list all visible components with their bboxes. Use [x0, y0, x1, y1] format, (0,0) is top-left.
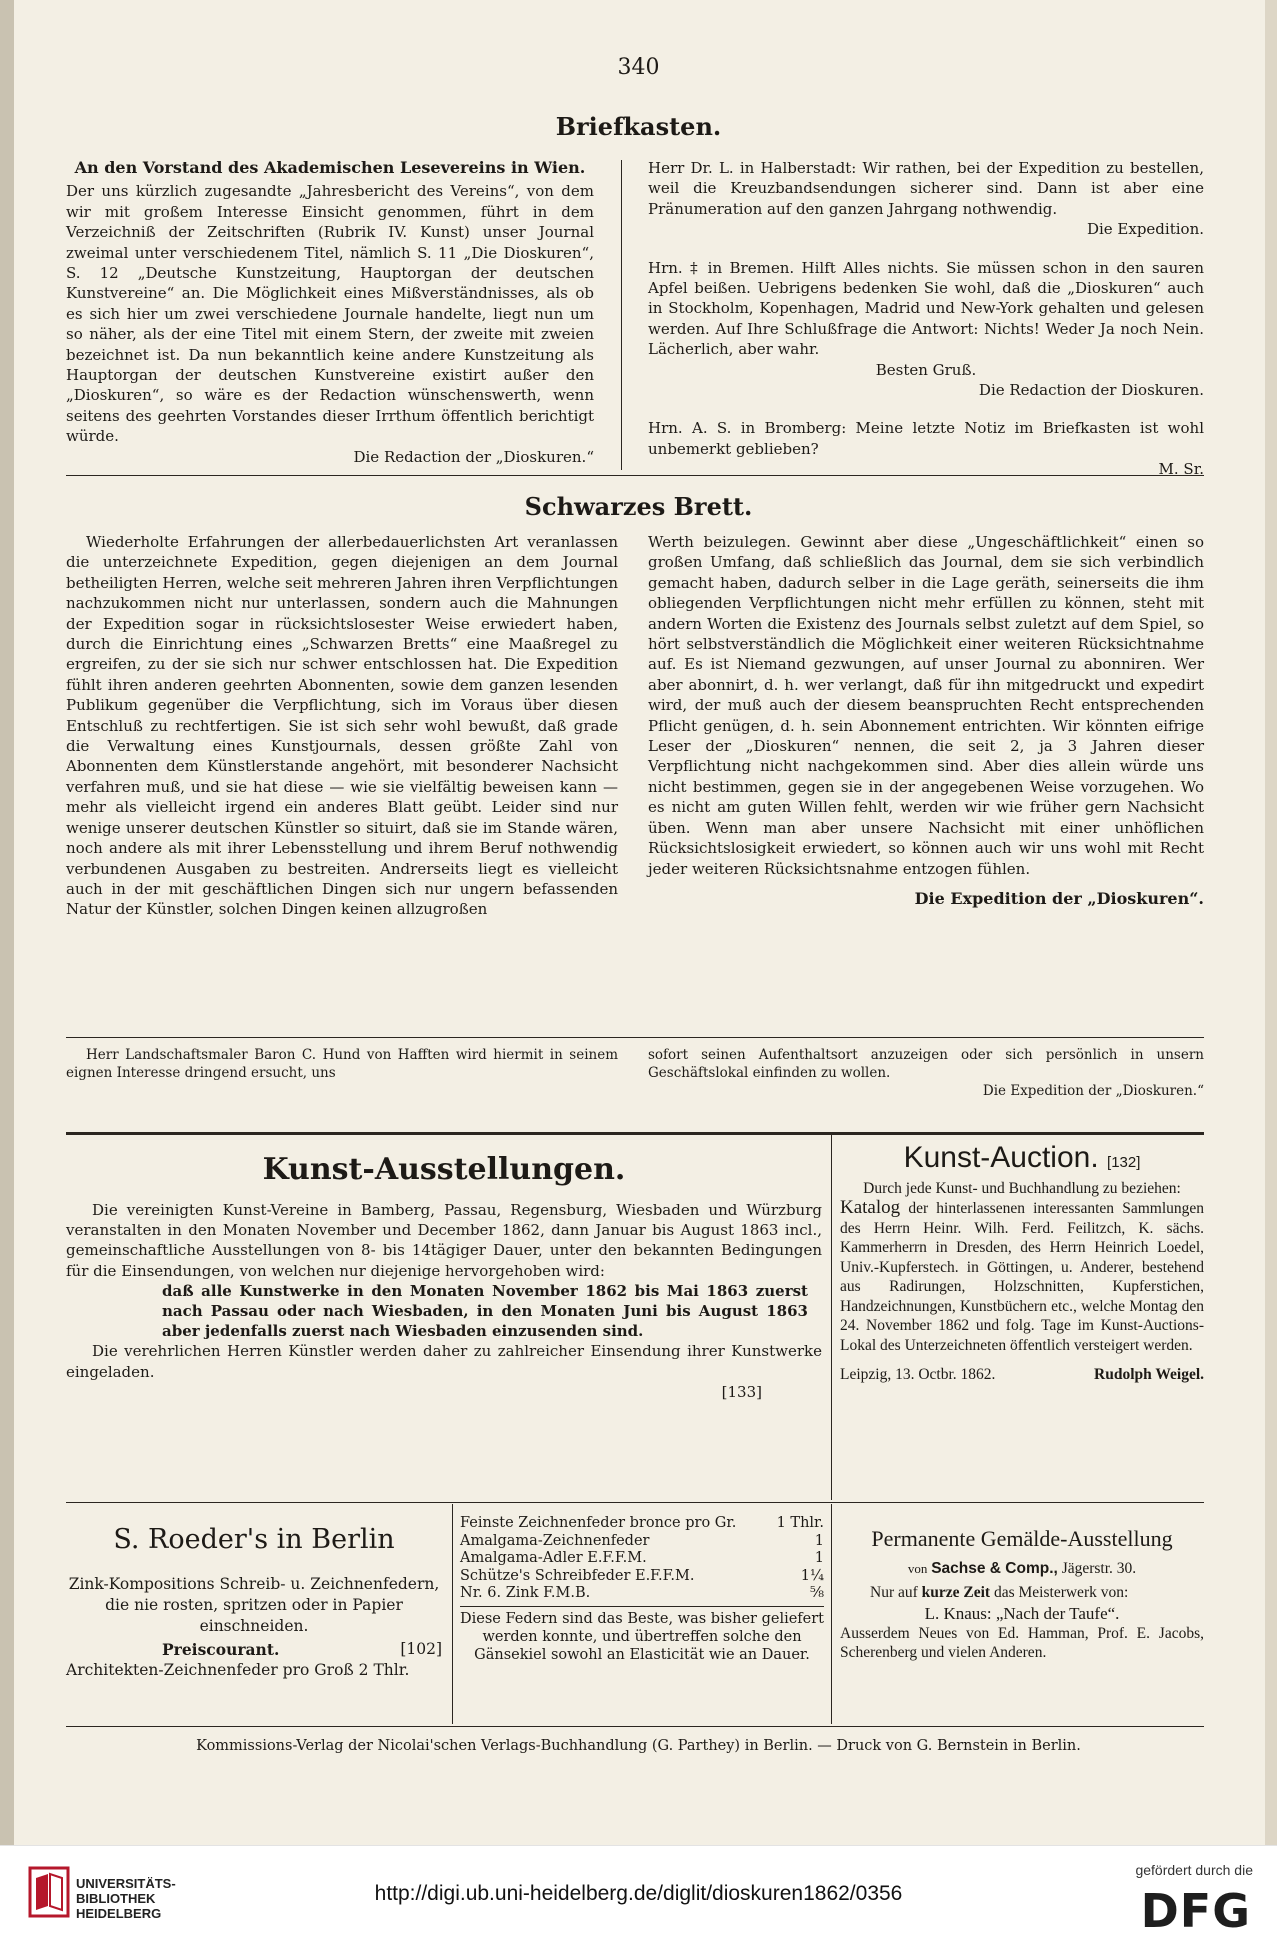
library-name-line: UNIVERSITÄTS- [76, 1876, 176, 1891]
briefkasten-left-signature: Die Redaction der „Dioskuren.“ [353, 447, 594, 466]
roeder-first-item: Architekten-Zeichnenfeder pro Groß 2 Thlr. [66, 1661, 410, 1679]
kunst-auction-footer [840, 1365, 1204, 1385]
gemaelde-body-bold: kurze Zeit [921, 1583, 991, 1601]
briefkasten-note-halberstadt-signature: Die Expedition. [1086, 220, 1204, 239]
price-row [460, 1533, 824, 1551]
section-rule-3 [66, 1132, 1204, 1135]
price-list-separator [460, 1606, 824, 1607]
page-number: 340 [617, 55, 660, 80]
gemaelde-body-1: Nur auf [870, 1583, 918, 1601]
section-rule-4 [66, 1502, 1204, 1503]
kunst-ausstellungen-condition: daß alle Kunstwerke in den Monaten November 1862 bis Mai 1863 zuerst nach Passau oder nach Wiesbaden, in den Monaten Juni bis August 1863 aber jedenfalls zuerst nach Wiesbaden einzusenden sind. [162, 1281, 808, 1341]
library-name-line: HEIDELBERG [76, 1906, 162, 1921]
kunst-ausstellungen [66, 1150, 822, 1402]
section-rule-1 [66, 475, 1204, 476]
kunst-auction [840, 1141, 1204, 1385]
briefkasten-note-bromberg-signature: M. Sr. [1158, 460, 1204, 479]
price-item-value: 1 [814, 1532, 824, 1549]
kunst-auction-heading [840, 1141, 1204, 1174]
briefkasten-note-bremen-signature: Die Redaction der Dioskuren. [978, 381, 1204, 400]
schwarzes-brett-signature: Die Expedition der „Dioskuren“. [914, 888, 1204, 908]
ads-divider-left [452, 1504, 453, 1724]
briefkasten-left-heading: An den Vorstand des Akademischen Lesevereins in Wien. [74, 158, 586, 177]
notice-left [66, 1046, 618, 1082]
briefkasten-left-column [66, 158, 594, 467]
briefkasten-left-body: Der uns kürzlich zugesandte „Jahresbericht des Vereins“, von dem wir mit großem Interesse Einsicht genommen, führt in dem Verzeichniß der Zeitschriften (Rubrik IV. Kunst) unser Journal zweimal unter verschiedenem Titel, nämlich S. 11 „Die Dioskuren“, S. 12 „Deutsche Kunstzeitung, Hauptorgan der deutschen Kunstvereine“ an. Die Möglichkeit eines Mißverständnisses, als ob es sich hier um zwei verschiedene Journale handelte, liegt nun um so näher, als der eine Titel mit einem Stern, der zweite mit zweien bezeichnet ist. Da nun bekanntlich keine andere Kunstzeitung als Hauptorgan der deutschen Kunstvereine existirt außer den „Dioskuren“, so wäre es der Redaction wünschenswerth, wenn seitens des geehrten Vorstandes dieser Irrthum öffentlich berichtigt würde. [66, 182, 594, 446]
roeder-ref: [102] [400, 1640, 442, 1658]
schwarzes-brett-left-text: Wiederholte Erfahrungen der allerbedauerlichsten Art veranlassen die unterzeichnete Expedition, gegen diejenigen an dem Journal betheiligten Herren, welche seit mehreren Jahren ihren Verpflichtungen nachzukommen nicht nur unterlassen, sondern auch die Mahnungen der Expedition sogar in rücksichtslosester Weise erwiedert haben, durch die Einrichtung eines „Schwarzen Bretts“ eine Maaßregel zu ergreifen, zu der sie sich nur schwer entschlossen hat. Die Expedition fühlt ihren anderen geehrten Abonnenten, sowie dem ganzen lesenden Publikum gegenüber die Verpflichtung, sich im Voraus über diesen Entschluß zu rechtfertigen. Sie ist sich sehr wohl bewußt, daß grade die Verwaltung eines Kunstjournals, dessen größte Zahl von Abonnenten dem Künstlerstande angehört, mit besonderer Nachsicht verfahren muß, und sie hat diese — wie sie vielfältig beweisen kann — mehr als vielleicht irgend ein anderes Blatt geübt. Leider sind nur wenige unserer deutschen Künstler so situirt, daß sie im Stande wären, noch andere als mit ihrer Lebensstellung und ihrem Beruf nothwendig verbundenen Ausgaben zu bestreiten. Andrerseits liegt es vielleicht auch in der mit geschäftlichen Dingen sich nur ungern befassenden Natur der Künstler, solchen Dingen keinen allzugroßen [66, 533, 618, 919]
price-item-name: Nr. 6. Zink F.M.B. [460, 1585, 591, 1601]
price-item-value: 1 [814, 1550, 824, 1566]
briefkasten-note-bromberg: Hrn. A. S. in Bromberg: Meine letzte Notiz im Briefkasten ist wohl unbemerkt geblieben? [648, 419, 1204, 458]
kunst-auction-place-date: Leipzig, 13. Octbr. 1862. [840, 1366, 996, 1383]
roeder-ad [66, 1520, 442, 1681]
digitization-bar [0, 1845, 1277, 1941]
roeder-price-list [460, 1515, 824, 1664]
kunst-ausstellungen-title: Kunst-Ausstellungen. [262, 1152, 626, 1187]
briefkasten-column-divider [621, 160, 622, 470]
ads-divider-top [831, 1135, 832, 1500]
kunst-ausstellungen-ref: [133] [721, 1382, 762, 1401]
kunst-ausstellungen-intro: Die vereinigten Kunst-Vereine in Bamberg, Passau, Regensburg, Wiesbaden und Würzburg veranstalten in den Monaten November und December 1862, dann Januar bis August 1863 incl., gemeinschaftliche Ausstellungen von 8- bis 14tägiger Dauer, unter den bekannten Bedingungen für die Einsendungen, von welchen nur diejenige hervorgehoben wird: [66, 1201, 822, 1280]
gemaelde-address: Jägerstr. 30. [1061, 1560, 1137, 1577]
library-name-line: BIBLIOTHEK [76, 1891, 156, 1906]
briefkasten-title: Briefkasten. [555, 112, 722, 141]
roeder-subtitle: Zink-Kompositions Schreib- u. Zeichnenfedern, die nie rosten, spritzen oder in Papier einschneiden. [68, 1575, 440, 1635]
price-item-name: Schütze's Schreibfeder E.F.F.M. [460, 1567, 695, 1584]
kunst-auction-body: der hinterlassenen interessanten Sammlungen des Herrn Heinr. Wilh. Ferd. Feilitzch, K. sächs. Kammerherrn in Dresden, des Herrn Heinrich Loedel, Univ.-Kupferstech. in Göttingen, u. Anderer, bestehend aus Radirungen, Holzschnitten, Kupferstichen, Handzeichnungen, Kunstbüchern etc., welche Montag den 24. November 1862 und folg. Tage im Kunst-Auctions-Lokal des Unterzeichneten öffentlich versteigert werden. [840, 1200, 1204, 1354]
price-row [460, 1568, 824, 1586]
roeder-title: S. Roeder's in Berlin [113, 1524, 395, 1555]
notice-right [648, 1046, 1204, 1100]
price-item-name: Amalgama-Adler E.F.F.M. [460, 1550, 647, 1566]
gemaelde-title: Permanente Gemälde-Ausstellung [871, 1526, 1173, 1551]
roeder-pricelist-row [66, 1639, 442, 1660]
kunst-ausstellungen-closing: Die verehrlichen Herren Künstler werden daher zu zahlreicher Einsendung ihrer Kunstwerke eingeladen. [66, 1342, 822, 1381]
page-url[interactable]: http://digi.ub.uni-heidelberg.de/diglit/dioskuren1862/0356 [374, 1882, 903, 1905]
ads-divider-right [831, 1504, 832, 1724]
gemaelde-firm: Sachse & Comp., [931, 1560, 1058, 1577]
funded-by-label: gefördert durch die [1135, 1862, 1253, 1878]
gemaelde-work: L. Knaus: „Nach der Taufe“. [924, 1604, 1120, 1623]
dfg-logo[interactable]: DFG [1140, 1884, 1251, 1938]
notice-right-text: sofort seinen Aufenthaltsort anzuzeigen oder sich persönlich in unsern Geschäftslokal einfinden zu wollen. [648, 1047, 1204, 1081]
kunst-auction-signature: Rudolph Weigel. [1094, 1366, 1204, 1383]
briefkasten-right-column [648, 158, 1204, 480]
page-edge-right [1265, 0, 1277, 1845]
gemaelde-body-2: das Meisterwerk von: [993, 1583, 1129, 1601]
kunst-auction-katalog-label: Katalog [840, 1197, 901, 1218]
section-rule-5 [66, 1726, 1204, 1727]
briefkasten-note-halberstadt: Herr Dr. L. in Halberstadt: Wir rathen, bei der Expedition zu bestellen, weil die Kreuzbandsendungen sicherer sind. Dann ist aber eine Pränumeration auf den ganzen Jahrgang nothwendig. [648, 159, 1204, 218]
section-rule-2 [66, 1037, 1204, 1038]
price-item-value: 1 Thlr. [776, 1515, 824, 1531]
briefkasten-note-bremen-greeting: Besten Gruß. [875, 360, 977, 379]
price-item-name: Feinste Zeichnenfeder bronce pro Gr. [460, 1515, 737, 1531]
price-row [460, 1550, 824, 1568]
notice-left-text: Herr Landschaftsmaler Baron C. Hund von Hafften wird hiermit in seinem eignen Interesse dringend ersucht, uns [66, 1047, 618, 1081]
schwarzes-brett-right-text: Werth beizulegen. Gewinnt aber diese „Ungeschäftlichkeit“ einen so großen Umfang, daß schließlich das Journal, dem sie sich verbindlich gemacht haben, dadurch selber in die Lage geräth, seinerseits die ihm obliegenden Verpflichtungen nicht mehr erfüllen zu können, steht mit andern Worten die Existenz des Journals selbst zuletzt auf dem Spiel, so hört selbstverständlich die Möglichkeit einer weiteren Rücksichtnahme auf. Es ist Niemand gezwungen, auf unser Journal zu abonniren. Wer aber abonnirt, d. h. wer verlangt, daß für ihn mitgedruckt und expedirt wird, der muß auch der diesem beanspruchten Recht entsprechenden Pflicht genügen, d. h. sein Abonnement entrichten. Wir könnten eifrige Leser der „Dioskuren“ nennen, die seit 2, ja 3 Jahren dieser Verpflichtung nicht nachgekommen sind. Aber dies allein würde uns nicht bestimmen, gegen sie in der angegebenen Weise vorzugehen. Wo es nicht am guten Willen fehlt, werden wir wie früher gern Nachsicht üben. Wenn man aber unsere Nachsicht mit einer unhöflichen Rücksichtslosigkeit erwiedert, so können auch wir uns wohl mit Recht jeder weiteren Rücksichtsnahme entzogen fühlen. [648, 533, 1204, 878]
schwarzes-brett-title: Schwarzes Brett. [524, 492, 753, 521]
kunst-auction-intro: Durch jede Kunst- und Buchhandlung zu beziehen: [863, 1179, 1181, 1197]
roeder-pricelist-label: Preiscourant. [162, 1640, 280, 1659]
gemaelde-firm-prefix: von [907, 1561, 928, 1576]
gemaelde-ad [840, 1525, 1204, 1663]
roeder-price-table [460, 1515, 824, 1603]
kunst-auction-ref: [132] [1107, 1154, 1141, 1171]
schwarzes-brett-right-column [648, 532, 1204, 909]
price-row [460, 1585, 824, 1603]
price-item-value: 1¼ [800, 1567, 824, 1584]
roeder-note: Diese Federn sind das Beste, was bisher geliefert werden konnte, und übertreffen solche den Gänsekiel sowohl an Elasticität wie an Dauer. [460, 1610, 825, 1663]
page-edge-left [0, 0, 14, 1845]
price-item-name: Amalgama-Zeichnenfeder [460, 1532, 650, 1549]
kunst-auction-title: Kunst-Auction. [903, 1141, 1099, 1174]
schwarzes-brett-left-column [66, 532, 618, 920]
gemaelde-others: Ausserdem Neues von Ed. Hamman, Prof. E. Jacobs, Scherenberg und vielen Anderen. [840, 1624, 1204, 1661]
price-row [460, 1515, 824, 1533]
imprint-footer: Kommissions-Verlag der Nicolai'schen Verlags-Buchhandlung (G. Parthey) in Berlin. — Druck von G. Bernstein in Berlin. [196, 1738, 1081, 1754]
notice-signature: Die Expedition der „Dioskuren.“ [982, 1083, 1204, 1099]
briefkasten-note-bremen: Hrn. ‡ in Bremen. Hilft Alles nichts. Sie müssen schon in den sauren Apfel beißen. Uebrigens bedenken Sie wohl, daß die „Dioskuren“ auch in Stockholm, Kopenhagen, Madrid und New-York gehalten und gelesen werden. Auf Ihre Schlußfrage die Antwort: Nichts! Weder Ja noch Nein. Lächerlich, aber wahr. [648, 258, 1204, 359]
price-item-value: ⅝ [809, 1585, 824, 1601]
